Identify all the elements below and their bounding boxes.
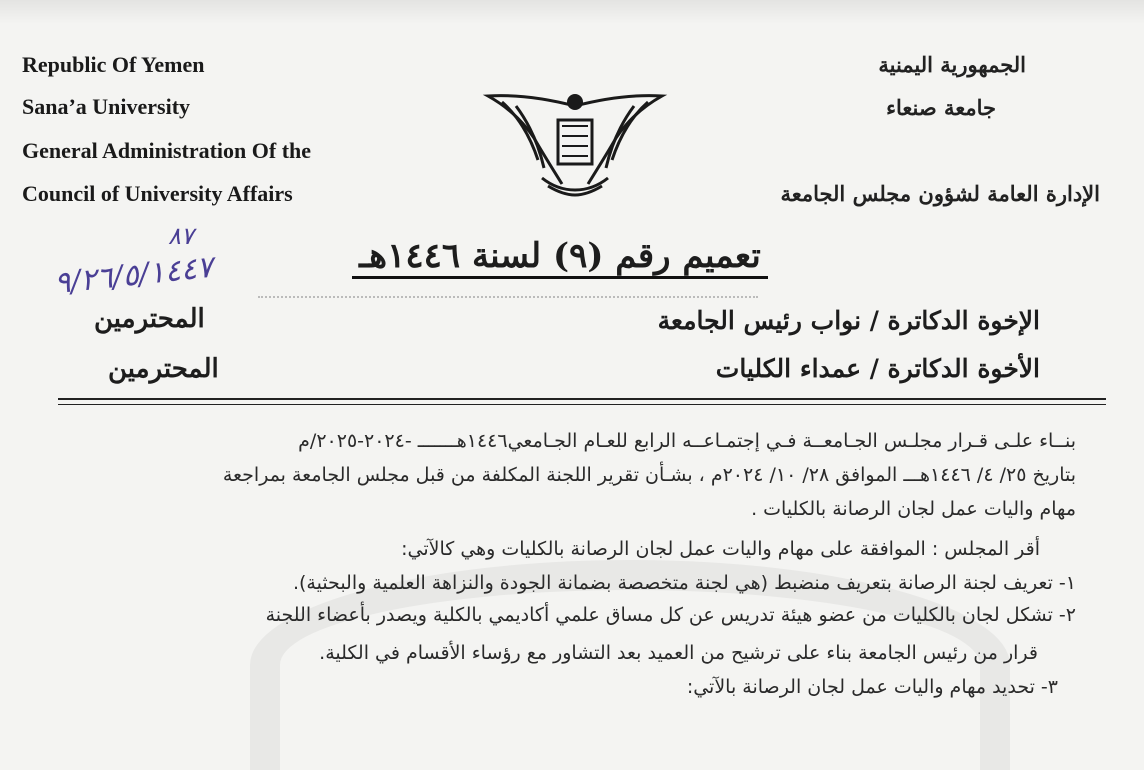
header-en-line1: Republic Of Yemen [22, 52, 205, 77]
body-intro: أقر المجلس : الموافقة على مهام واليات عمل لجان الرصانة بالكليات وهي كالآتي: [401, 538, 1040, 560]
body-item-2-line2: قرار من رئيس الجامعة بناء على ترشيح من العميد بعد التشاور مع رؤساء الأقسام في الكلية. [319, 642, 1038, 664]
body-paragraph-1-line1: بنــاء علـى قـرار مجلـس الجـامعــة فـي إجتمـاعــه الرابع للعـام الجـامعي١٤٤٦هـــــــ -٢٠٢٤-٢٠٢٥/م [298, 430, 1076, 452]
header-ar-line2: جامعة صنعاء [886, 95, 996, 120]
header-ar-line1: الجمهورية اليمنية [878, 52, 1026, 77]
respect-1: المحترمين [94, 304, 205, 334]
body-paragraph-1-line3: مهام واليات عمل لجان الرصانة بالكليات . [751, 498, 1076, 520]
yemen-eagle-emblem-icon [482, 86, 668, 198]
body-item-1: ١- تعريف لجنة الرصانة بتعريف منضبط (هي لجنة متخصصة بضمانة الجودة والنزاهة العلمية والبحثية). [292, 572, 1076, 594]
body-item-3: ٣- تحديد مهام واليات عمل لجان الرصانة بالآتي: [686, 676, 1058, 698]
body-item-2-line1: ٢- تشكل لجان بالكليات من عضو هيئة تدريس عن كل مساق علمي أكاديمي بالكلية ويصدر بأعضاء اللجنة [265, 604, 1076, 626]
circular-title: تعميم رقم (٩) لسنة ١٤٤٦هـ [352, 236, 768, 279]
header-rule-thin [58, 404, 1106, 405]
addressee-1: الإخوة الدكاترة / نواب رئيس الجامعة [657, 306, 1040, 335]
header-en-line4: Council of University Affairs [22, 181, 293, 206]
body-paragraph-1-line2: بتاريخ ٢٥/ ٤/ ١٤٤٦هـــ الموافق ٢٨/ ١٠/ ٢٠٢٤م ، بشـأن تقرير اللجنة المكلفة من قبل مجلس الجامعة بمراجعة [222, 464, 1076, 486]
addressee-2: الأخوة الدكاترة / عمداء الكليات [715, 354, 1040, 383]
header-ar-line3: الإدارة العامة لشؤون مجلس الجامعة [780, 181, 1100, 206]
header-en-line3: General Administration Of the [22, 138, 312, 163]
respect-2: المحترمين [108, 354, 219, 384]
handwritten-date: ٩/٢٦/٥/١٤٤٧ [52, 249, 215, 302]
handwritten-number: ٨٧ [168, 222, 194, 250]
header-en-line2: Sana’a University [22, 94, 191, 119]
dotted-separator [258, 296, 758, 298]
header-rule [58, 398, 1106, 400]
scan-edge-shadow [0, 0, 1144, 24]
